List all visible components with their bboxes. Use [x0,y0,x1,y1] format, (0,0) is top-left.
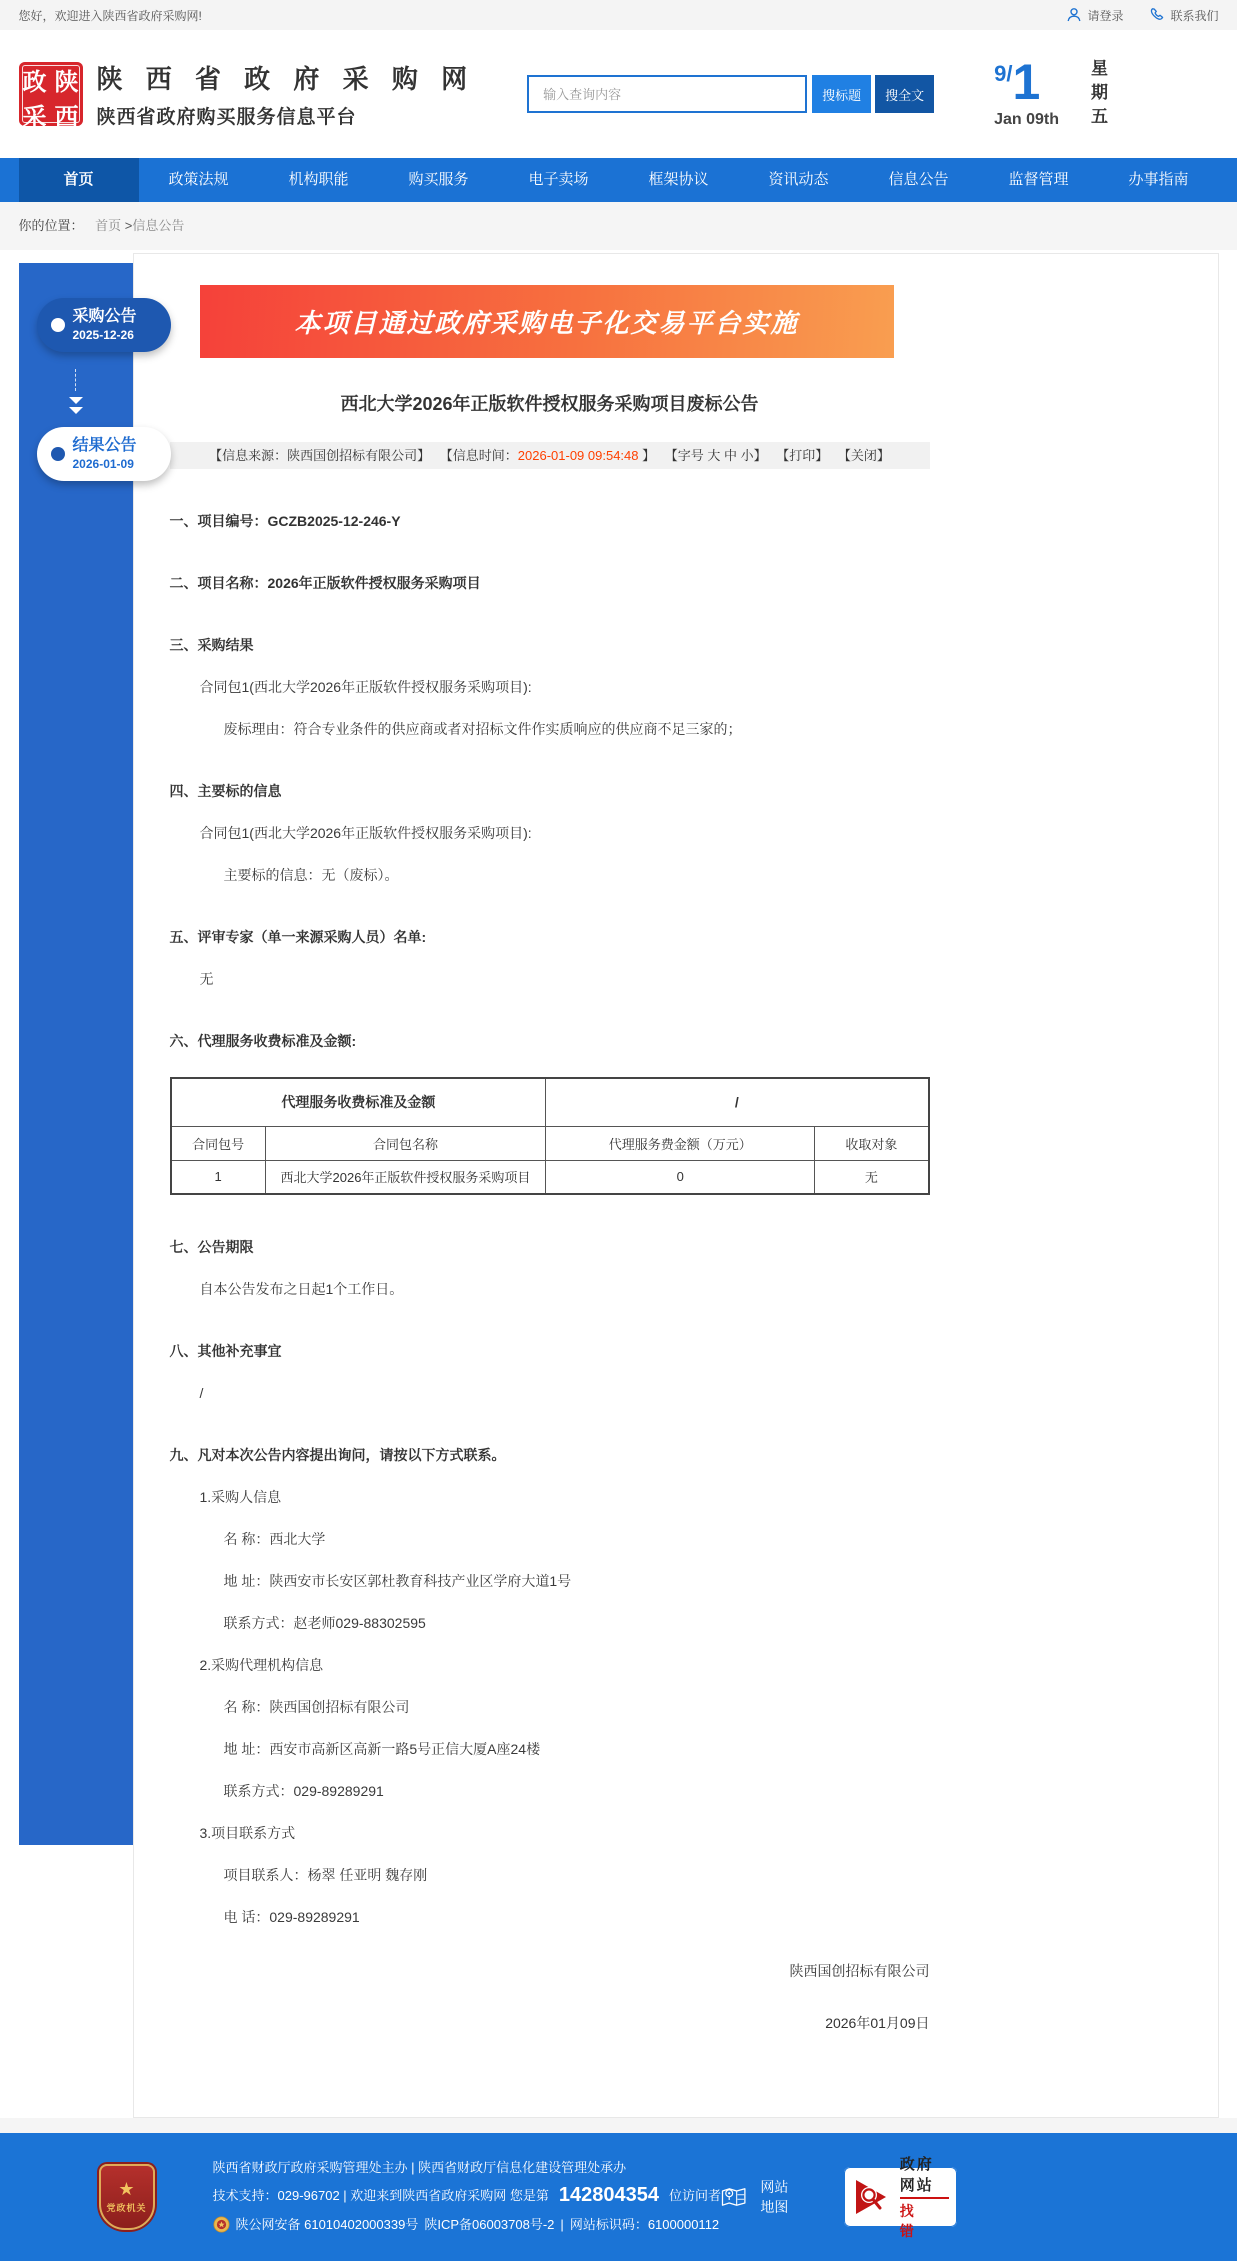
article-title: 西北大学2026年正版软件授权服务采购项目废标公告 [340,394,759,414]
beian-icp-link[interactable]: 陕ICP备06003708号-2 [424,2217,555,2232]
sitemap-link[interactable] [721,2177,798,2217]
find-error-title: 政府网站 [900,2153,949,2199]
phone-icon [1149,7,1165,23]
signature-company: 陕西国创招标有限公司 [789,1963,930,1979]
meta-source: 【信息来源：陕西国创招标有限公司】 [209,448,431,463]
timeline-dot [51,318,65,332]
article-line: 名 称：西北大学 [223,1531,326,1547]
search-input[interactable] [527,75,807,113]
table-group-header: / [546,1078,929,1126]
login-label: 请登录 [1087,8,1124,23]
breadcrumb-home[interactable]: 首页 [95,218,122,233]
contact-label: 联系我们 [1170,8,1219,23]
beian-police-link[interactable]: 陕公网安备 61010402000339号 [235,2217,419,2232]
meta-time: 【信息时间：2026-01-09 09:54:48 】 [439,448,656,463]
table-row [171,1160,929,1194]
sidebar [19,263,137,1845]
nav-item-9[interactable]: 办事指南 [1128,171,1189,188]
table-column-header: 合同包号 [171,1126,266,1160]
section-heading: 四、主要标的信息 [169,783,282,799]
close-button[interactable]: 【关闭】 [837,448,890,463]
main-area [19,250,1219,2118]
site-subtitle: 陕西省政府购买服务信息平台 [96,107,357,128]
star-icon: ★ [118,2179,135,2199]
user-icon [1066,7,1082,23]
section-heading: 七、公告期限 [169,1239,254,1255]
search-fulltext-button[interactable]: 搜全文 [875,75,934,113]
table-cell: 1 [171,1160,266,1194]
section-heading: 三、采购结果 [169,637,254,653]
visitor-count: 142804354 [558,2184,659,2206]
article-body [170,511,930,1927]
nav-item-1[interactable]: 政策法规 [168,171,229,188]
article-line: 废标理由：符合专业条件的供应商或者对招标文件作实质响应的供应商不足三家的； [223,721,742,737]
login-link[interactable] [1066,7,1123,24]
weekday-label: 星期五 [1088,59,1108,131]
fee-table [170,1077,930,1195]
nav-item-8[interactable]: 监督管理 [1008,171,1069,188]
main-nav-bar [0,158,1237,202]
breadcrumb-row [0,202,1237,250]
footer-beian-line [213,2216,722,2233]
article-line: 1.采购人信息 [199,1489,282,1505]
signature-date: 2026年01月09日 [825,2015,930,2031]
sidebar-item-0[interactable] [37,298,171,352]
table-group-header: 代理服务收费标准及金额 [171,1078,546,1126]
section-heading: 九、凡对本次公告内容提出询问，请按以下方式联系。 [169,1447,506,1463]
site-title: 陕 西 省 政 府 采 购 网 [96,64,476,94]
footer-pipe: | [560,2217,564,2232]
nav-item-7[interactable]: 信息公告 [888,171,949,188]
site-error-badge[interactable] [844,2155,957,2239]
breadcrumb-prefix: 你的位置： [18,218,84,233]
table-cell: 无 [815,1160,929,1194]
table-column-header: 收取对象 [815,1126,929,1160]
sidebar-item-date: 2026-01-09 [72,457,134,472]
article-line: 无 [199,971,214,987]
nav-item-3[interactable]: 购买服务 [408,171,469,188]
banner-text: 本项目通过政府采购电子化交易平台实施 [294,308,799,338]
table-cell: 西北大学2026年正版软件授权服务采购项目 [265,1160,545,1194]
breadcrumb [19,202,1219,250]
date-english: Jan 09th [994,111,1060,128]
sidebar-item-label: 结果公告 [72,437,137,455]
article-line: 名 称：陕西国创招标有限公司 [223,1699,410,1715]
notice-banner [200,285,894,358]
welcome-text: 您好，欢迎进入陕西省政府采购网! [18,8,202,23]
section-heading: 八、其他补充事宜 [169,1343,282,1359]
article-line: 项目联系人：杨翠 任亚明 魏存刚 [223,1867,428,1883]
sidebar-item-label: 采购公告 [72,308,137,326]
footer-organizer-line: 陕西省财政厅政府采购管理处主办 | 陕西省财政厅信息化建设管理处承办 [212,2160,627,2175]
article-line: 自本公告发布之日起1个工作日。 [199,1281,404,1297]
article-line: 地 址：陕西安市长安区郭杜教育科技产业区学府大道1号 [223,1573,572,1589]
nav-item-5[interactable]: 框架协议 [648,171,709,188]
site-logo: 政 陕 采 西 [19,62,83,126]
site-header [0,30,1237,158]
article-line: 主要标的信息：无（废标）。 [223,867,399,883]
police-badge-icon [213,2216,230,2233]
party-gov-badge-icon: ★ 党政机关 [99,2164,155,2230]
sidebar-item-date: 2025-12-26 [72,328,134,343]
article-line: 电 话：029-89289291 [223,1909,360,1925]
section-heading: 二、项目名称：2026年正版软件授权服务采购项目 [169,575,481,591]
find-error-logo-icon [852,2177,892,2217]
signature-block [170,1961,930,2033]
article-card [133,253,1219,2118]
section-heading: 五、评审专家（单一来源采购人员）名单: [169,929,427,945]
article-line: 联系方式：029-89289291 [223,1783,384,1799]
section-heading: 六、代理服务收费标准及金额: [169,1033,357,1049]
breadcrumb-current[interactable]: 信息公告 [132,218,185,233]
sitemap-icon [721,2180,746,2214]
article-line: 联系方式：赵老师029-88302595 [223,1615,426,1631]
print-button[interactable]: 【打印】 [776,448,829,463]
sitemap-label: 网站地图 [760,2179,789,2215]
nav-item-6[interactable]: 资讯动态 [768,171,829,188]
breadcrumb-separator: > [124,218,133,233]
timeline-arrow-icon [19,352,133,427]
find-error-label: 找 错 [899,2203,920,2239]
nav-item-0[interactable]: 首页 [19,158,139,202]
topbar [0,0,1237,30]
site-code: 网站标识码：6100000112 [569,2217,720,2232]
article-line: 2.采购代理机构信息 [199,1657,324,1673]
article-line: 地 址：西安市高新区高新一路5号正信大厦A座24楼 [223,1741,541,1757]
section-heading: 一、项目编号：GCZB2025-12-246-Y [169,513,401,529]
nav-item-2[interactable]: 机构职能 [288,171,349,188]
table-column-header: 代理服务费金额（万元） [546,1126,815,1160]
main-nav [19,158,1219,202]
footer-support-line: 技术支持：029-96702 | 欢迎来到陕西省政府采购网 您是第 142804354 位访问者 [212,2184,722,2206]
nav-item-4[interactable]: 电子卖场 [528,171,589,188]
site-footer [0,2133,1237,2261]
article-line: 3.项目联系方式 [199,1825,296,1841]
search-title-button[interactable]: 搜标题 [812,75,871,113]
search-box [527,75,934,113]
article-line: 合同包1(西北大学2026年正版软件授权服务采购项目): [199,825,532,841]
table-cell: 0 [546,1160,815,1194]
meta-time-value: 2026-01-09 09:54:48 [517,448,639,463]
article-line: 合同包1(西北大学2026年正版软件授权服务采购项目): [199,679,532,695]
sidebar-item-1[interactable] [37,427,171,481]
date-number: 9/1 [994,54,1041,110]
timeline-dot [51,447,65,461]
article-line: / [199,1385,204,1401]
article-meta [170,442,930,469]
table-column-header: 合同包名称 [265,1126,545,1160]
font-size-control[interactable]: 【字号 大 中 小】 [664,448,767,463]
contact-link[interactable] [1149,7,1218,24]
footer-divider [0,2118,1237,2133]
date-widget [994,54,1160,131]
